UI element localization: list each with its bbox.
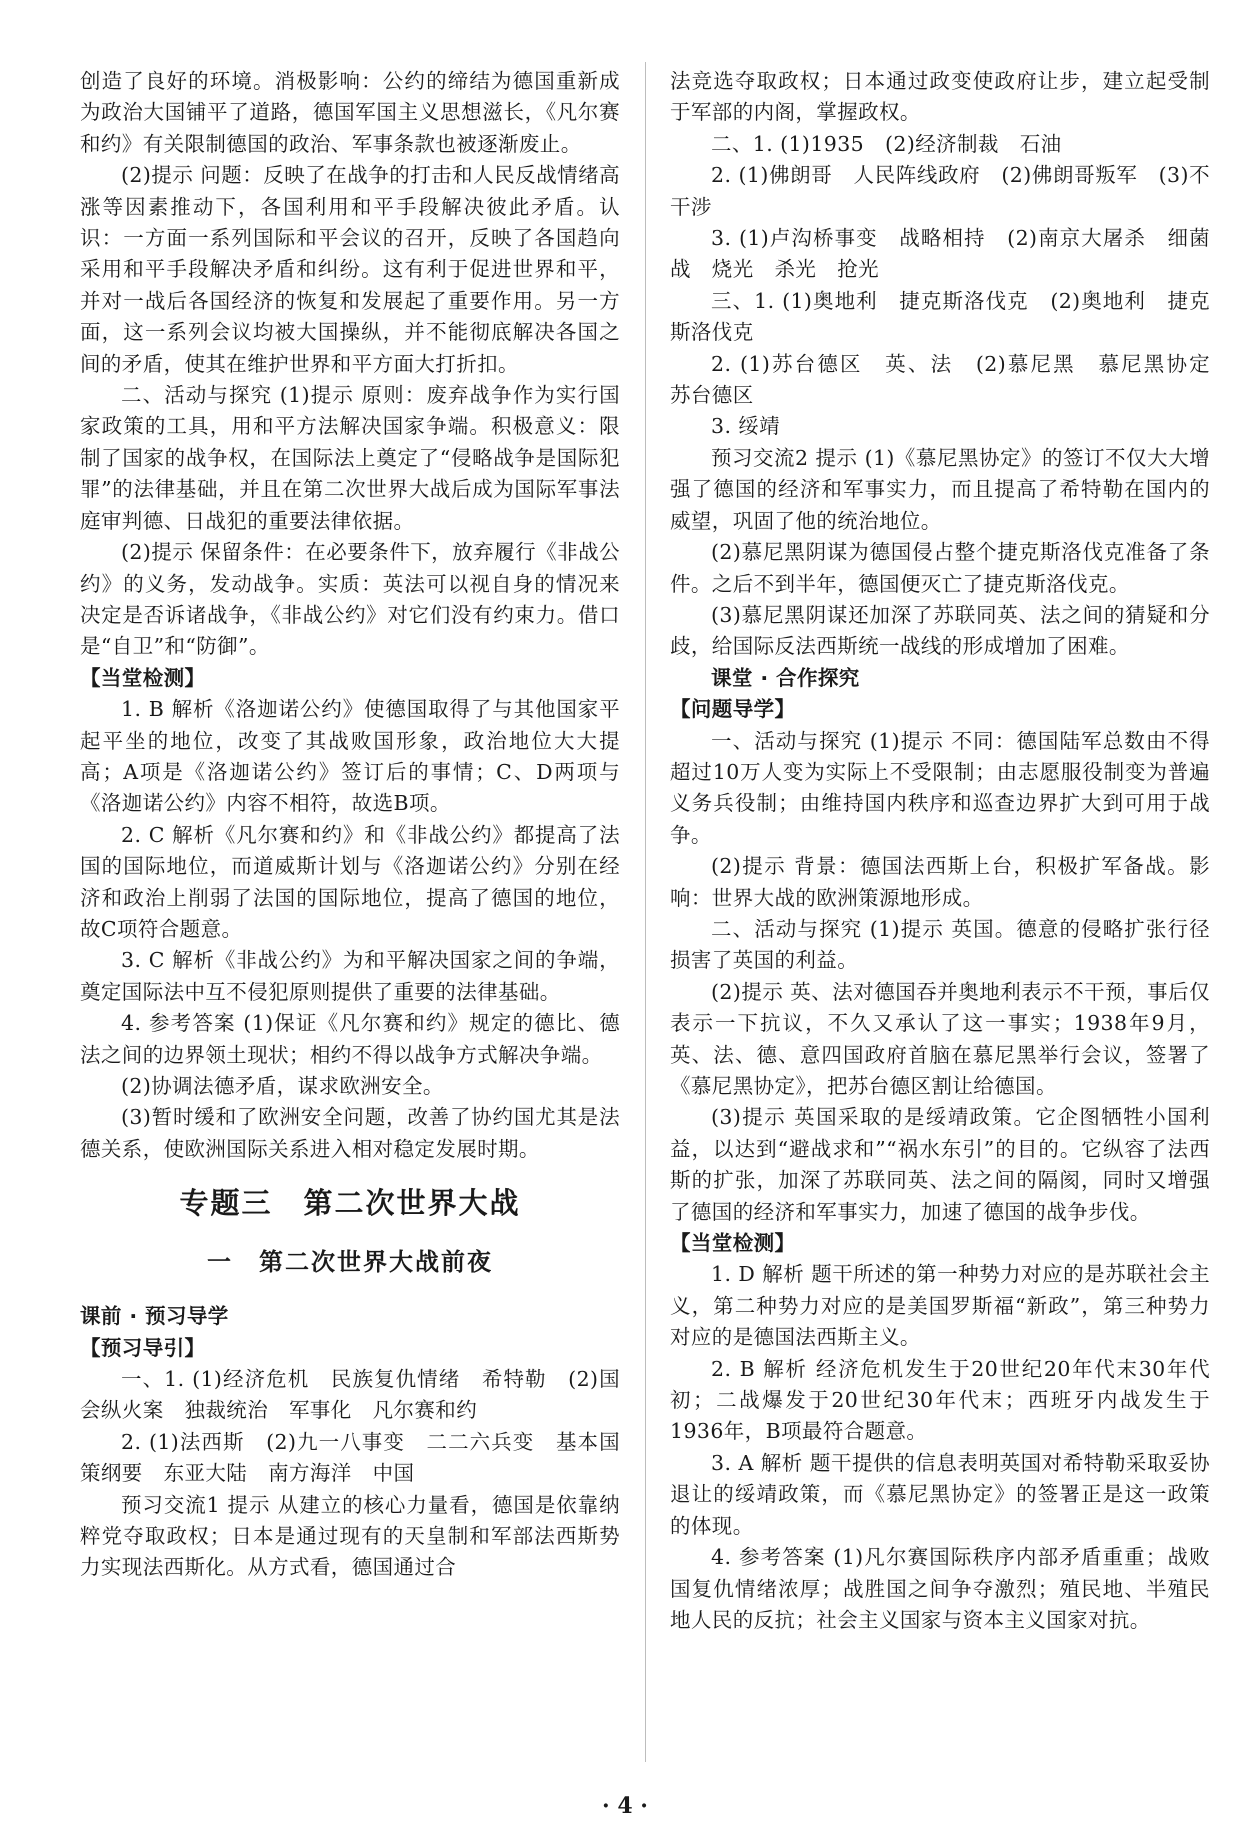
- paragraph: 预习交流2 提示 (1)《慕尼黑协定》的签订不仅大大增强了德国的经济和军事实力，而且提高了希特勒在国内的威望，巩固了他的统治地位。: [670, 445, 1210, 533]
- paragraph: 1. D 解析 题干所述的第一种势力对应的是苏联社会主义，第二种势力对应的是美国罗斯福“新政”，第三种势力对应的是德国法西斯主义。: [670, 1262, 1210, 1350]
- paragraph: 预习交流1 提示 从建立的核心力量看，德国是依靠纳粹党夺取政权；日本是通过现有的天皇制和军部法西斯势力实现法西斯化。从方式看，德国通过合: [80, 1492, 620, 1580]
- section-heading: 【问题导学】: [670, 697, 796, 722]
- paragraph: 4. 参考答案 (1)保证《凡尔赛和约》规定的德比、德法之间的边界领土现状；相约不得以战争方式解决争端。: [80, 1011, 620, 1067]
- paragraph: 一、1. (1)经济危机 民族复仇情绪 希特勒 (2)国会纵火案 独裁统治 军事化 凡尔赛和约: [80, 1367, 620, 1423]
- section-heading: 课前 · 预习导学: [80, 1304, 229, 1329]
- paragraph: 3. A 解析 题干提供的信息表明英国对希特勒采取妥协退让的绥靖政策，而《慕尼黑协定》的签署正是这一政策的体现。: [670, 1450, 1210, 1538]
- lesson-title: 一 第二次世界大战前夜: [207, 1247, 493, 1277]
- section-heading: 【预习导引】: [80, 1335, 206, 1360]
- right-column: [670, 66, 1231, 1636]
- section-heading: 课堂 · 合作探究: [711, 665, 860, 690]
- paragraph: (3)暂时缓和了欧洲安全问题，改善了协约国尤其是法德关系，使欧洲国际关系进入相对稳定发展时期。: [80, 1105, 620, 1161]
- paragraph: (3)提示 英国采取的是绥靖政策。它企图牺牲小国利益，以达到“避战求和”“祸水东引”的目的。它纵容了法西斯的扩张，加深了苏联同英、法之间的隔阂，同时又增强了德国的经济和军事实力，加速了德国的战争步伐。: [670, 1105, 1210, 1224]
- paragraph: (2)慕尼黑阴谋为德国侵占整个捷克斯洛伐克准备了条件。之后不到半年，德国便灭亡了捷克斯洛伐克。: [670, 540, 1210, 596]
- paragraph: (2)协调法德矛盾，谋求欧洲安全。: [121, 1074, 444, 1098]
- section-heading: 【当堂检测】: [80, 665, 206, 690]
- paragraph: 2. (1)法西斯 (2)九一八事变 二二六兵变 基本国策纲要 东亚大陆 南方海洋 中国: [80, 1429, 620, 1486]
- chapter-title: 专题三 第二次世界大战: [179, 1186, 521, 1221]
- paragraph: 4. 参考答案 (1)凡尔赛国际秩序内部矛盾重重；战败国复仇情绪浓厚；战胜国之间争夺激烈；殖民地、半殖民地人民的反抗；社会主义国家与资本主义国家对抗。: [670, 1545, 1210, 1632]
- paragraph: 法竞选夺取政权；日本通过政变使政府让步，建立起受制于军部的内阁，掌握政权。: [670, 69, 1210, 125]
- column-divider: [645, 62, 646, 1762]
- paragraph: (2)提示 背景：德国法西斯上台，积极扩军备战。影响：世界大战的欧洲策源地形成。: [670, 854, 1210, 910]
- paragraph: (2)提示 保留条件：在必要条件下，放弃履行《非战公约》的义务，发动战争。实质：英法可以视自身的情况来决定是否诉诸战争，《非战公约》对它们没有约束力。借口是“自卫”和“防御”。: [80, 540, 620, 659]
- paragraph: (2)提示 问题：反映了在战争的打击和人民反战情绪高涨等因素推动下，各国利用和平手段解决彼此矛盾。认识：一方面一系列国际和平会议的召开，反映了各国趋向采用和平手段解决矛盾和纠纷。这有利于促进世界和平，并对一战后各国经济的恢复和发展起了重要作用。另一方面，这一系列会议均被大国操纵，并不能彻底解决各国之间的矛盾，使其在维护世界和平方面大打折扣。: [80, 163, 620, 376]
- paragraph: 3. (1)卢沟桥事变 战略相持 (2)南京大屠杀 细菌战 烧光 杀光 抢光: [670, 226, 1210, 282]
- paragraph: 二、1. (1)1935 (2)经济制裁 石油: [711, 131, 1062, 156]
- paragraph: 一、活动与探究 (1)提示 不同：德国陆军总数由不得超过10万人变为实际上不受限制；由志愿服役制变为普遍义务兵役制；由维持国内秩序和巡查边界扩大到可用于战争。: [670, 728, 1210, 847]
- paragraph: 二、活动与探究 (1)提示 英国。德意的侵略扩张行径损害了英国的利益。: [670, 916, 1210, 973]
- paragraph: 2. B 解析 经济危机发生于20世纪20年代末30年代初；二战爆发于20世纪30年代末；西班牙内战发生于1936年，B项最符合题意。: [670, 1356, 1210, 1444]
- page-number: · 4 ·: [602, 1793, 648, 1819]
- paragraph: 三、1. (1)奥地利 捷克斯洛伐克 (2)奥地利 捷克斯洛伐克: [670, 288, 1210, 345]
- paragraph: 2. (1)苏台德区 英、法 (2)慕尼黑 慕尼黑协定 苏台德区: [670, 351, 1231, 408]
- paragraph: 1. B 解析《洛迦诺公约》使德国取得了与其他国家平起平坐的地位，改变了其战败国形象，政治地位大大提高；A项是《洛迦诺公约》签订后的事情；C、D两项与《洛迦诺公约》内容不相符，故选B项。: [80, 697, 620, 816]
- left-column: [80, 66, 620, 1584]
- paragraph: (2)提示 英、法对德国吞并奥地利表示不干预，事后仅表示一下抗议，不久又承认了这一事实；1938年9月，英、法、德、意四国政府首脑在慕尼黑举行会议，签署了《慕尼黑协定》，把苏台德区割让给德国。: [670, 979, 1210, 1098]
- paragraph: 3. 绥靖: [711, 414, 781, 439]
- paragraph: 3. C 解析《非战公约》为和平解决国家之间的争端，奠定国际法中互不侵犯原则提供了重要的法律基础。: [80, 948, 620, 1004]
- paragraph: 创造了良好的环境。消极影响：公约的缔结为德国重新成为政治大国铺平了道路，德国军国主义思想滋长，《凡尔赛和约》有关限制德国的政治、军事条款也被逐渐废止。: [80, 69, 620, 156]
- paragraph: (3)慕尼黑阴谋还加深了苏联同英、法之间的猜疑和分歧，给国际反法西斯统一战线的形成增加了困难。: [670, 602, 1210, 659]
- paragraph: 2. (1)佛朗哥 人民阵线政府 (2)佛朗哥叛军 (3)不干涉: [670, 163, 1210, 219]
- paragraph: 二、活动与探究 (1)提示 原则：废弃战争作为实行国家政策的工具，用和平方法解决国家争端。积极意义：限制了国家的战争权，在国际法上奠定了“侵略战争是国际犯罪”的法律基础，并且在第二次世界大战后成为国际军事法庭审判德、日战犯的重要法律依据。: [80, 383, 620, 533]
- paragraph: 2. C 解析《凡尔赛和约》和《非战公约》都提高了法国的国际地位，而道威斯计划与《洛迦诺公约》分别在经济和政治上削弱了法国的国际地位，提高了德国的地位，故C项符合题意。: [80, 822, 620, 941]
- section-heading: 【当堂检测】: [670, 1231, 796, 1256]
